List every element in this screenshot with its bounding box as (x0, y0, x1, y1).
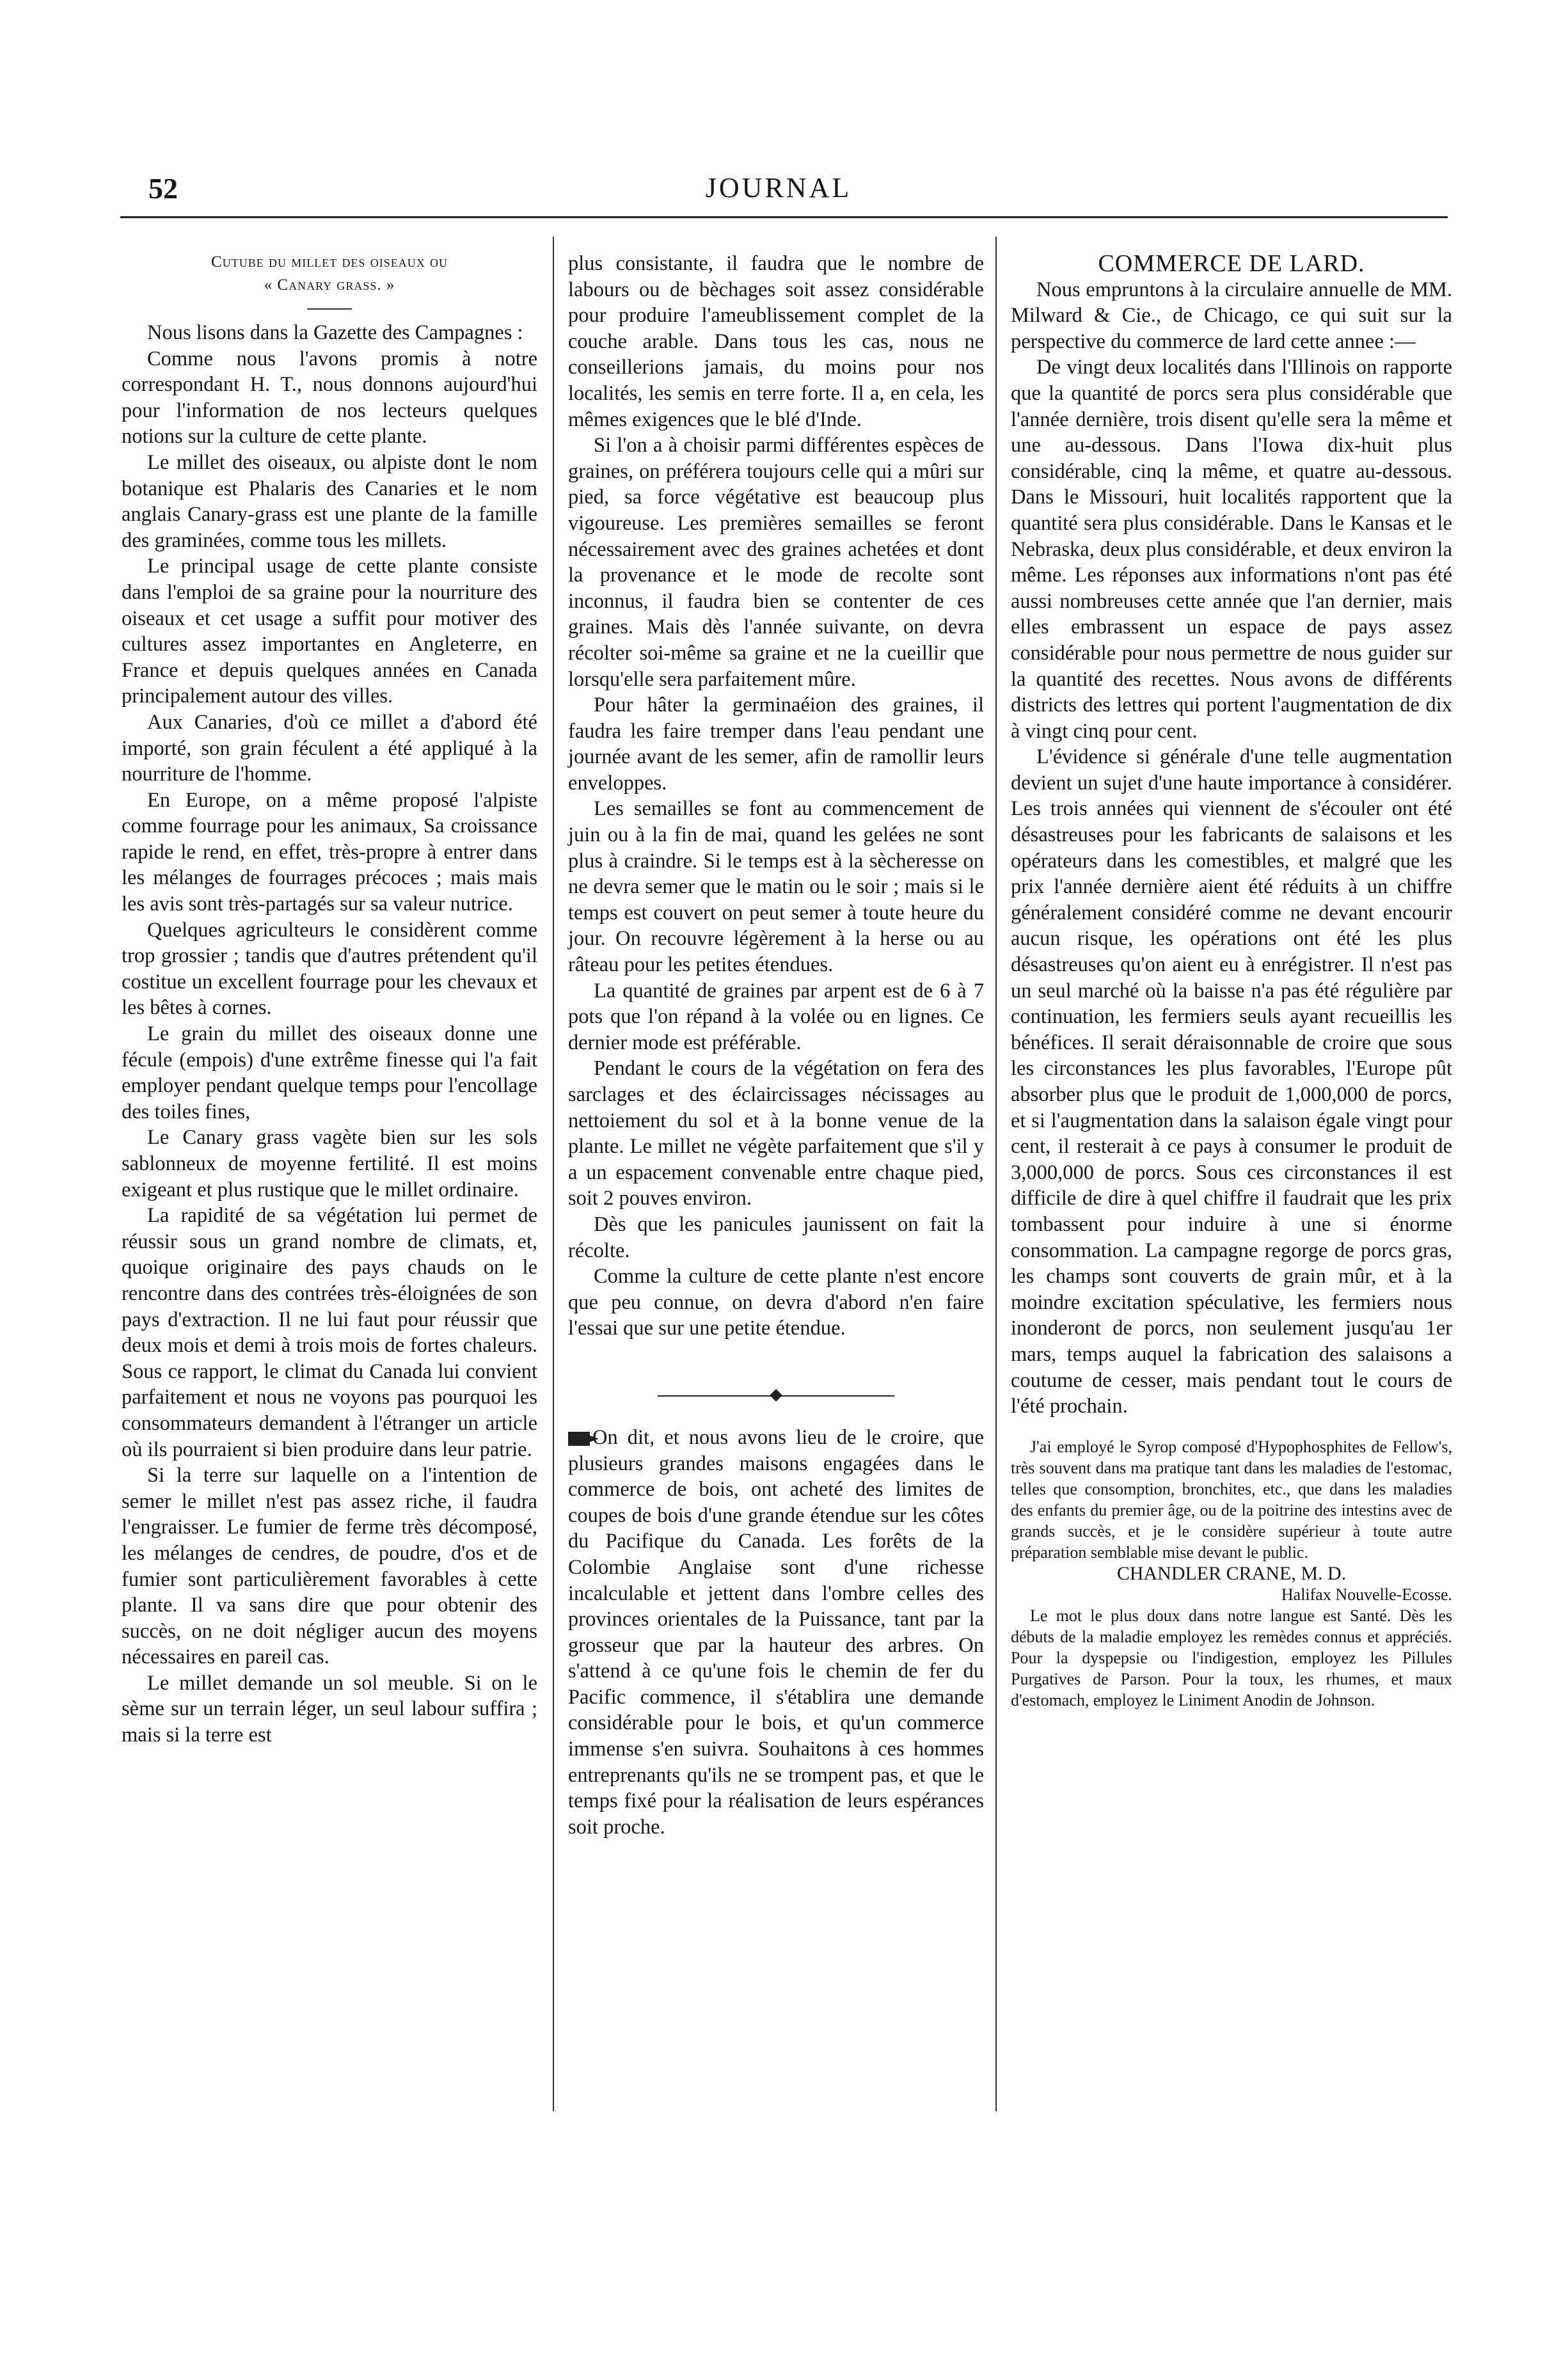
news-item (568, 1425, 984, 1841)
paragraph: L'évidence si générale d'une telle augmentation devient un sujet d'une haute importance à considérer. Les trois années qui viennent de s'écouler ont été désastreuses pour les fabricants de salaisons et les opérateurs dans les comestibles, et malgré que les prix l'année dernière aient été réduits à un chiffre généralement considéré comme ne devant encourir aucun risque, les opérations ont été les plus désastreuses qu'on aient eu à enrégistrer. Il n'est pas un seul marché où la baisse n'a pas été régulière par continuation, les fermiers seuls ayant recueillis les bénéfices. Il serait déraisonnable de croire que sous les circonstances les plus favorables, l'Europe pût absorber plus que le produit de 1,000,000 de porcs, et si l'augmentation dans la salaison égale vingt pour cent, il resterait à ce pays à consumer le produit de 3,000,000 de porcs. Sous ces circonstances il est difficile de dire à quel chiffre il faudrait que les prix tombassent pour induire à une si énorme consommation. La campagne regorge de porcs gras, les champs sont couverts de grain mûr, et à la moindre excitation spéculative, les fermiers nous inonderont de porcs, non seulement jusqu'au 1er mars, temps auquel la fabrication des salaisons a coutume de cesser, mais pendant tout le cours de l'été prochain. (1011, 745, 1452, 1418)
paragraph: Le millet des oiseaux, ou alpiste dont le nom botanique est Phalaris des Canaries et le nom anglais Canary-grass est une plante de la famille des graminées, comme tous les millets. (122, 450, 537, 552)
article-title-line: Cutube du millet des oiseaux ou (211, 253, 448, 271)
advertisement (1011, 1436, 1452, 1711)
header-rule (120, 216, 1448, 218)
ad-place: Halifax Nouvelle-Ecosse. (1281, 1585, 1452, 1604)
column-2 (568, 251, 984, 1840)
column-1 (122, 251, 537, 1748)
paragraph: Les semailles se font au commencement de juin ou à la fin de mai, quand les gelées ne sont plus à craindre. Si le temps est à la sècheresse on ne devra semer que le matin ou le soir ; mais si le temps est couvert on peut semer à toute heure du jour. On recouvre légèrement à la herse ou au râteau pour les petites étendues. (568, 797, 984, 977)
page-header (148, 171, 1409, 210)
paragraph: Dès que les panicules jaunissent on fait la récolte. (568, 1212, 984, 1262)
paragraph: Le principal usage de cette plante consiste dans l'emploi de sa graine pour la nourriture des oiseaux et cet usage a suffit pour motiver des cultures assez importantes en Angleterre, en France et depuis quelques années en Canada principalement autour des villes. (122, 555, 537, 708)
ad-testimonial: J'ai employé le Syrop composé d'Hypophosphites de Fellow's, très souvent dans ma pratique tant dans les maladies de l'estomac, telles que consomption, bronchites, etc., que dans les maladies des enfants du premier âge, ou de la poitrine des intestins avec de grands succès, et je le considère supérieur à toute autre préparation semblable mise devant le public. (1011, 1437, 1452, 1562)
paragraph: plus consistante, il faudra que le nombre de labours ou de bèchages soit assez considérable pour produire l'ameublissement complet de la couche arable. Dans tous les cas, nous ne conseillerions jamais, du moins pour nos localités, les semis en terre forte. Il a, en cela, les mêmes exigences que le blé d'Inde. (568, 252, 984, 431)
column-divider (995, 237, 997, 2111)
column-divider (553, 237, 554, 2111)
paragraph: Si l'on a à choisir parmi différentes espèces de graines, on préférera toujours celle qui a mûri sur pied, sa force végétative est beaucoup plus vigoureuse. Les premières semailles se feront nécessairement avec des graines achetées et dont la provenance et le mode de recolte sont inconnus, il faudra bien se contenter de ces graines. Mais dès l'année suivante, on devra récolter soi-même sa graine et ne la cueillir que lorsqu'elle sera parfaitement mûre. (568, 434, 984, 691)
separator-ornament (770, 1389, 782, 1402)
article-title-lard: COMMERCE DE LARD. (1098, 250, 1365, 277)
ad-signature: CHANDLER CRANE, M. D. (1116, 1562, 1347, 1584)
paragraph: Pour hâter la germinaéion des graines, il faudra les faire tremper dans l'eau pendant une journée avant de les semer, afin de ramollir leurs enveloppes. (568, 693, 984, 795)
paragraph: Comme nous l'avons promis à notre correspondant H. T., nous donnons aujourd'hui pour l'information de nos lecteurs quelques notions sur la culture de cette plante. (122, 347, 537, 448)
paragraph: Le grain du millet des oiseaux donne une fécule (empois) d'une extrême finesse qui l'a fait employer pendant quelque temps pour l'encollage des toiles fines, (122, 1022, 537, 1123)
paragraph: De vingt deux localités dans l'Illinois on rapporte que la quantité de porcs sera plus considérable que l'année dernière, trois disent qu'elle sera la même et une au-dessous. Dans l'Iowa dix-huit plus considérable, cinq la même, et quatre au-dessous. Dans le Missouri, huit localités rapportent que la quantité sera plus considérable. Dans le Kansas et le Nebraska, deux plus considérable, et deux environ la même. Les réponses aux informations n'ont pas été aussi nombreuses cette année que l'an dernier, mais elles embrassent un espace de pays assez considérable pour nous permettre de nous guider sur la quantité des recettes. Nous avons de différents districts des lettres qui portent l'augmentation de dix à vingt cinq pour cent. (1011, 356, 1452, 743)
paragraph: Nous empruntons à la circulaire annuelle de MM. Milward & Cie., de Chicago, ce qui suit sur la perspective du commerce de lard cette annee :— (1011, 278, 1452, 353)
paragraph: Quelques agriculteurs le considèrent comme trop grossier ; tandis que d'autres prétendent qu'il costitue un excellent fourrage pour les chevaux et les bêtes à cornes. (122, 918, 537, 1020)
news-item-text: On dit, et nous avons lieu de le croire, que plusieurs grandes maisons engagées dans le commerce de bois, ont acheté des limites de coupes de bois d'une grande étendue sur les côtes du Pacifique du Canada. Les forêts de la Colombie Anglaise sont d'une richesse incalculable et jettent dans l'ombre celles des provinces orientales de la Puissance, tant par la grosseur que par la hauteur des arbres. On s'attend à ce qu'une fois le chemin de fer du Pacific commence, il s'établira une demande considérable pour le bois, et qu'un commerce immense s'en suivra. Souhaitons à ces hommes entreprenants qu'ils ne se trompent pas, et que le temps fixé pour la réalisation de leurs espérances soit proche. (568, 1425, 984, 1839)
article-title-line: « Canary grass. » (264, 276, 395, 294)
paragraph: La rapidité de sa végétation lui permet de réussir sous un grand nombre de climats, et, quoique originaire des pays chauds on le rencontre dans des contrées très-éloignées de son pays d'extraction. Il ne lui faut pour réussir que deux mois et demi à trois mois de fortes chaleurs. Sous ce rapport, le climat du Canada lui convient parfaitement et nous ne voyons pas pourquoi les consommateurs demandent à l'étranger un article où ils pourraient si bien produire dans leur patrie. (122, 1204, 537, 1461)
paragraph: Nous lisons dans la Gazette des Campagnes : (147, 321, 523, 344)
paragraph: La quantité de graines par arpent est de 6 à 7 pots que l'on répand à la volée ou en lignes. Ce dernier mode est préférable. (568, 979, 984, 1054)
paragraph: Aux Canaries, d'où ce millet a d'abord été importé, son grain féculent a été appliqué à la nourriture de l'homme. (122, 710, 537, 786)
section-separator (568, 1386, 984, 1406)
paragraph: Le Canary grass vagète bien sur les sols sablonneux de moyenne fertilité. Il est moins exigeant et plus rustique que le millet ordinaire. (122, 1126, 537, 1201)
column-3 (1011, 251, 1452, 1711)
ad-text: Le mot le plus doux dans notre langue est Santé. Dès les débuts de la maladie employez les remèdes connus et appréciés. Pour la dyspepsie ou l'indigestion, employez les Pillules Purgatives de Parson. Pour la toux, les rhumes, et maux d'estomach, employez le Liniment Anodin de Johnson. (1011, 1606, 1452, 1709)
title-rule (307, 308, 352, 310)
paragraph: Comme la culture de cette plante n'est encore que peu connue, on devra d'abord n'en faire l'essai que sur une petite étendue. (568, 1265, 984, 1340)
paragraph: Si la terre sur laquelle on a l'intention de semer le millet n'est pas assez riche, il faudra l'engraisser. Le fumier de ferme très décomposé, les mélanges de cendres, de poudre, d'os et de fumier sont particulièrement favorables à cette plante. Il va sans dire que pour obtenir des succès, on ne doit négliger aucun des moyens nécessaires en pareil cas. (122, 1464, 537, 1669)
running-head: JOURNAL (705, 172, 852, 203)
paragraph: Pendant le cours de la végétation on fera des sarclages et des éclaircissages nécissages au nettoiement du sol et à la bonne venue de la plante. Le millet ne végète parfaitement que s'il y a un espacement convenable entre chaque pied, soit 2 pouves environ. (568, 1057, 984, 1210)
article-title-millet (122, 251, 537, 297)
page-number: 52 (148, 172, 178, 205)
paragraph: Le millet demande un sol meuble. Si on le sème sur un terrain léger, un seul labour suffira ; mais si la terre est (122, 1671, 537, 1747)
pointing-hand-icon (568, 1432, 590, 1446)
paragraph: En Europe, on a même proposé l'alpiste comme fourrage pour les animaux, Sa croissance rapide le rend, en effet, très-propre à entrer dans les mélanges de fourrages précoces ; mais mais les avis sont très-partagés sur sa valeur nutrice. (122, 788, 537, 916)
